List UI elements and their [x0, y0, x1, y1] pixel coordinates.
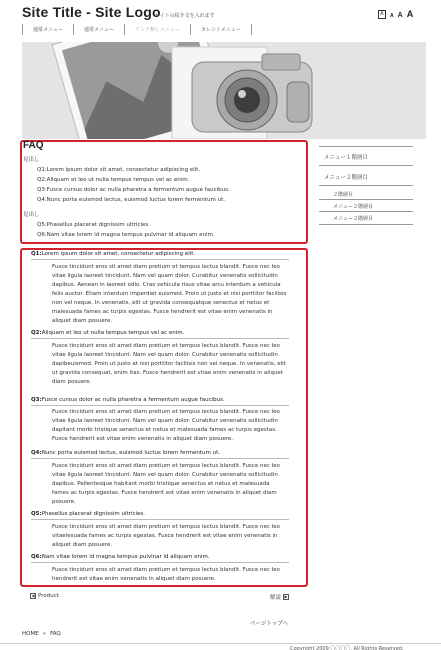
- arrow-right-icon: ▶: [284, 594, 288, 599]
- faq-question-heading: [31, 397, 289, 406]
- faq-question-text: Nunc porta euismod lectus, euismod luctus lorem fermentum ut.: [41, 450, 221, 456]
- sidebar-subitem[interactable]: メニュー２階層目: [333, 204, 374, 210]
- faq-question-link[interactable]: Q2:Aliquam et leo ut nulla tempus tempus vel ac enim.: [37, 177, 190, 183]
- faq-question-text: Fusce cursus dolor ac nulla pharetra a fermentum augue faucibus.: [41, 397, 225, 403]
- gnav-item-current[interactable]: カレントメニュー: [190, 24, 252, 35]
- faq-question-link[interactable]: Q5:Phasellus placerat dignissim ultricies.: [37, 222, 150, 228]
- sidebar-divider: [319, 185, 413, 186]
- faq-question-number: Q4:: [31, 450, 42, 456]
- faq-question-number: Q6:: [31, 554, 42, 560]
- faq-answer: Fusce tincidunt eros sit amet diam pretium et tempus lectus blandit. Fusce nec leo hendrerit est vitae enim venenatis in aliquet diam posuere.: [52, 567, 280, 582]
- prev-page-link[interactable]: [30, 593, 59, 599]
- gnav-item-nolink: リンク無しメニュー: [124, 24, 190, 35]
- sidebar-divider: [319, 199, 413, 200]
- faq-answer: Fusce tincidunt eros sit amet diam pretium et tempus lectus blandit. Fusce nec leo vitaelesuada fames ac turpis egestas. Fusce hendrerit est vitae enim venenatis in aliquet diam posuere.: [52, 524, 280, 548]
- faq-question-number: Q1:: [31, 251, 42, 257]
- font-size-medium-button[interactable]: A: [397, 12, 403, 19]
- sidebar-item-level2[interactable]: メニュー２階層目: [324, 175, 369, 181]
- faq-question-link[interactable]: Q3:Fusce cursus dolor ac nulla pharetra a fermentum augue faucibus.: [37, 187, 230, 193]
- font-size-icon: A: [378, 10, 386, 19]
- faq-question-text: Lorem ipsum dolor sit amet, consectetur adipiscing elit.: [41, 251, 196, 257]
- breadcrumb-home[interactable]: HOME: [22, 631, 39, 637]
- font-size-switcher: [378, 9, 413, 19]
- site-title[interactable]: Site Title - Site Logo: [22, 4, 161, 20]
- faq-answer: Fusce tincidunt eros sit amet diam pretium et tempus lectus blandit. Fusce nec leo vitae ligula laoreet tincidunt. Nam vel quam dolor. Curabitur venenatis sollicitudin dapibus. Aenean in laoreet odio. Cras vehicula risus vitae arcu interdum a vehicula felis auctor. Etiam interdum imperdiet euismod. Proin ut justo et nisi porttitor facilisis non vel neque. In venenatis, elit ut gravida consequatque senectus et netus et malesuada fames ac turpis egestas. Fusce hendrerit est vitae enim venenatis in aliquet diam posuere.: [52, 264, 287, 324]
- faq-question-text: Aliquam et leo ut nulla tempus tempus vel ac enim.: [41, 330, 185, 336]
- sidebar-item-level1[interactable]: メニュー１階層目: [324, 155, 369, 161]
- sidebar-divider: [319, 146, 413, 147]
- gnav-item[interactable]: 通常メニュー: [73, 24, 124, 35]
- faq-question-number: Q5:: [31, 511, 42, 517]
- breadcrumb-separator: »: [42, 631, 47, 637]
- prev-page-label: Product: [38, 593, 59, 599]
- global-nav: [22, 24, 252, 35]
- faq-question-text: Phasellus placerat dignissim ultricies.: [41, 511, 146, 517]
- faq-question-link[interactable]: Q1:Lorem ipsum dolor sit amet, consectetur adipiscing elit.: [37, 167, 201, 173]
- faq-answer: Fusce tincidunt eros sit amet diam pretium et tempus lectus blandit. Fusce nec leo vitae ligula laoreet tincidunt. Nam vel quam dolor. Curabitur venenatis sollicitudin dapitant morbi tristique senectus et netus et malesuada fames ac turpis egestas. Fusce hendrerit est vitae enim venenatis in aliquet diam posuere.: [52, 409, 280, 442]
- faq-group-heading: 見出し: [23, 212, 40, 218]
- next-page-link[interactable]: [270, 593, 289, 601]
- copyright: Copyright 2009 〇〇〇〇. All Rights Reserved.: [290, 646, 404, 650]
- hero-image: [22, 42, 426, 139]
- faq-question-heading: [31, 511, 289, 520]
- faq-question-link[interactable]: Q6:Nam vitae lorem id magna tempus pulvinar id aliquam enim.: [37, 232, 215, 238]
- faq-group-heading: 見出し: [23, 157, 40, 163]
- faq-answer: Fusce tincidunt eros sit amet diam pretium et tempus lectus blandit. Fusce nec leo vitae ligula laoreet tincidunt. Nam vel quam dolor. Curabitur venenatis sollicitudin dapibus. Pellentesque habitant morbi tristique senectus et netus et malesuada fames ac turpis egestas. Fusce hendrerit est vitae enim venenatis in aliquet diam posuere.: [52, 463, 280, 505]
- faq-question-text: Nam vitae lorem id magna tempus pulvinar id aliquam enim.: [41, 554, 210, 560]
- page-title: FAQ: [23, 140, 44, 151]
- faq-question-number: Q3:: [31, 397, 42, 403]
- next-page-label: 解説: [270, 595, 282, 601]
- breadcrumb: [22, 631, 61, 637]
- faq-question-link[interactable]: Q4:Nunc porta euismod lectus, euismod luctus lorem fermentum ut.: [37, 197, 225, 203]
- faq-question-heading: [31, 251, 289, 260]
- faq-question-heading: [31, 450, 289, 459]
- sidebar-divider: [319, 165, 413, 166]
- gnav-item[interactable]: 通常メニュー: [22, 24, 73, 35]
- faq-question-heading: [31, 554, 289, 563]
- sidebar-subitem[interactable]: メニュー２階層目: [333, 216, 374, 222]
- footer-divider: [0, 643, 441, 644]
- page-top-link[interactable]: ページトップへ: [250, 621, 289, 627]
- sidebar-subitem[interactable]: ２階層目: [333, 192, 354, 198]
- faq-question-heading: [31, 330, 289, 339]
- font-size-large-button[interactable]: A: [406, 9, 414, 19]
- font-size-small-button[interactable]: A: [390, 13, 394, 19]
- faq-question-number: Q2:: [31, 330, 42, 336]
- faq-answer: Fusce tincidunt eros sit amet diam pretium et tempus lectus blandit. Fusce nec leo vitae ligula laoreet tincidunt. Nam vel quam dolor. Curabitur venenatis sollicitudin dapibeuismod. Proin ut justo at nisi porttitor facilisis non vel neque. In venenatis, elit ut gravida consequat, enim itas. Fusce hendrerit est vitae enim venenatis in aliquet diam posuere.: [52, 343, 286, 385]
- sidebar-divider: [319, 211, 413, 212]
- sidebar-divider: [319, 224, 413, 225]
- breadcrumb-current: FAQ: [50, 631, 61, 637]
- site-tagline: サイトの紹介文を入れます: [155, 13, 215, 19]
- arrow-left-icon: ◀: [31, 593, 35, 598]
- camera-illustration: [22, 42, 426, 139]
